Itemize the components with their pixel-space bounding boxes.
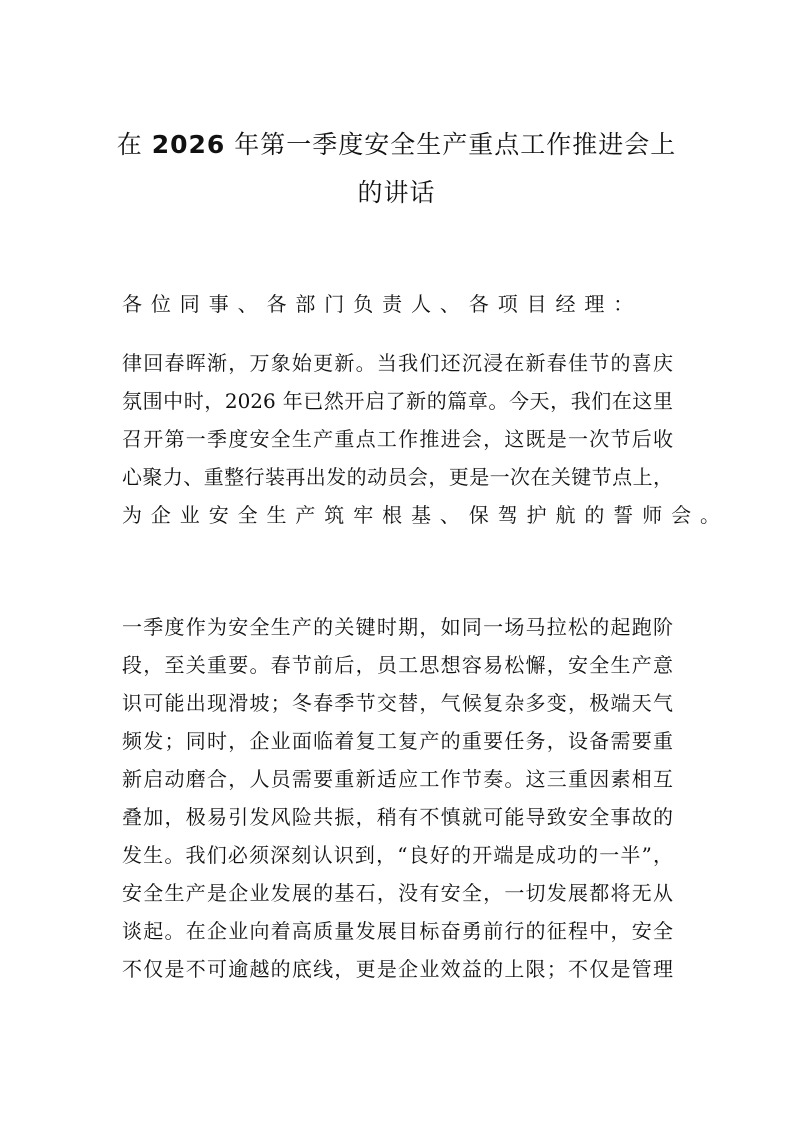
salutation: [122, 285, 673, 323]
document-title-line-2: 的讲话: [357, 178, 436, 207]
paragraph-line: 发生。我们必须深刻认识到，“良好的开端是成功的一半”，: [122, 843, 673, 867]
paragraph-line: 叠加，极易引发风险共振，稍有不慎就可能导致安全事故的: [122, 805, 673, 829]
paragraph-line: 段，至关重要。春节前后，员工思想容易松懈，安全生产意: [122, 653, 673, 677]
paragraph-line: 安全生产是企业发展的基石，没有安全，一切发展都将无从: [122, 881, 673, 905]
paragraph-line: 心聚力、重整行装再出发的动员会，更是一次在关键节点上，: [122, 465, 673, 489]
paragraph-line: 不仅是不可逾越的底线，更是企业效益的上限；不仅是管理: [122, 957, 673, 981]
title-year: 2026: [151, 130, 226, 159]
paragraph-line: 频发；同时，企业面临着复工复产的重要任务，设备需要重: [122, 729, 673, 753]
paragraph-line: 谈起。在企业向着高质量发展目标奋勇前行的征程中，安全: [122, 919, 673, 943]
paragraph-line: 新启动磨合，人员需要重新适应工作节奏。这三重因素相互: [122, 767, 673, 791]
paragraph-line: 召开第一季度安全生产重点工作推进会，这既是一次节后收: [122, 427, 673, 451]
document-title-line-1: [0, 121, 793, 169]
paragraph-line: 氛围中时，2026 年已然开启了新的篇章。今天，我们在这里: [122, 389, 673, 413]
salutation-text: 各位同事、各部门负责人、各项目经理：: [122, 292, 643, 316]
paragraph-line: 一季度作为安全生产的关键时期，如同一场马拉松的起跑阶: [122, 615, 673, 639]
paragraph-1: [122, 344, 729, 534]
title-text: 年第一季度安全生产重点工作推进会上: [225, 130, 677, 159]
paragraph-line: 识可能出现滑坡；冬春季节交替，气候复杂多变，极端天气: [122, 691, 673, 715]
paragraph-line: 为企业安全生产筑牢根基、保驾护航的誓师会。: [122, 503, 729, 527]
paragraph-2: [122, 608, 673, 988]
paragraph-line: 律回春晖渐，万象始更新。当我们还沉浸在新春佳节的喜庆: [122, 351, 673, 375]
title-text: 在: [116, 130, 152, 159]
